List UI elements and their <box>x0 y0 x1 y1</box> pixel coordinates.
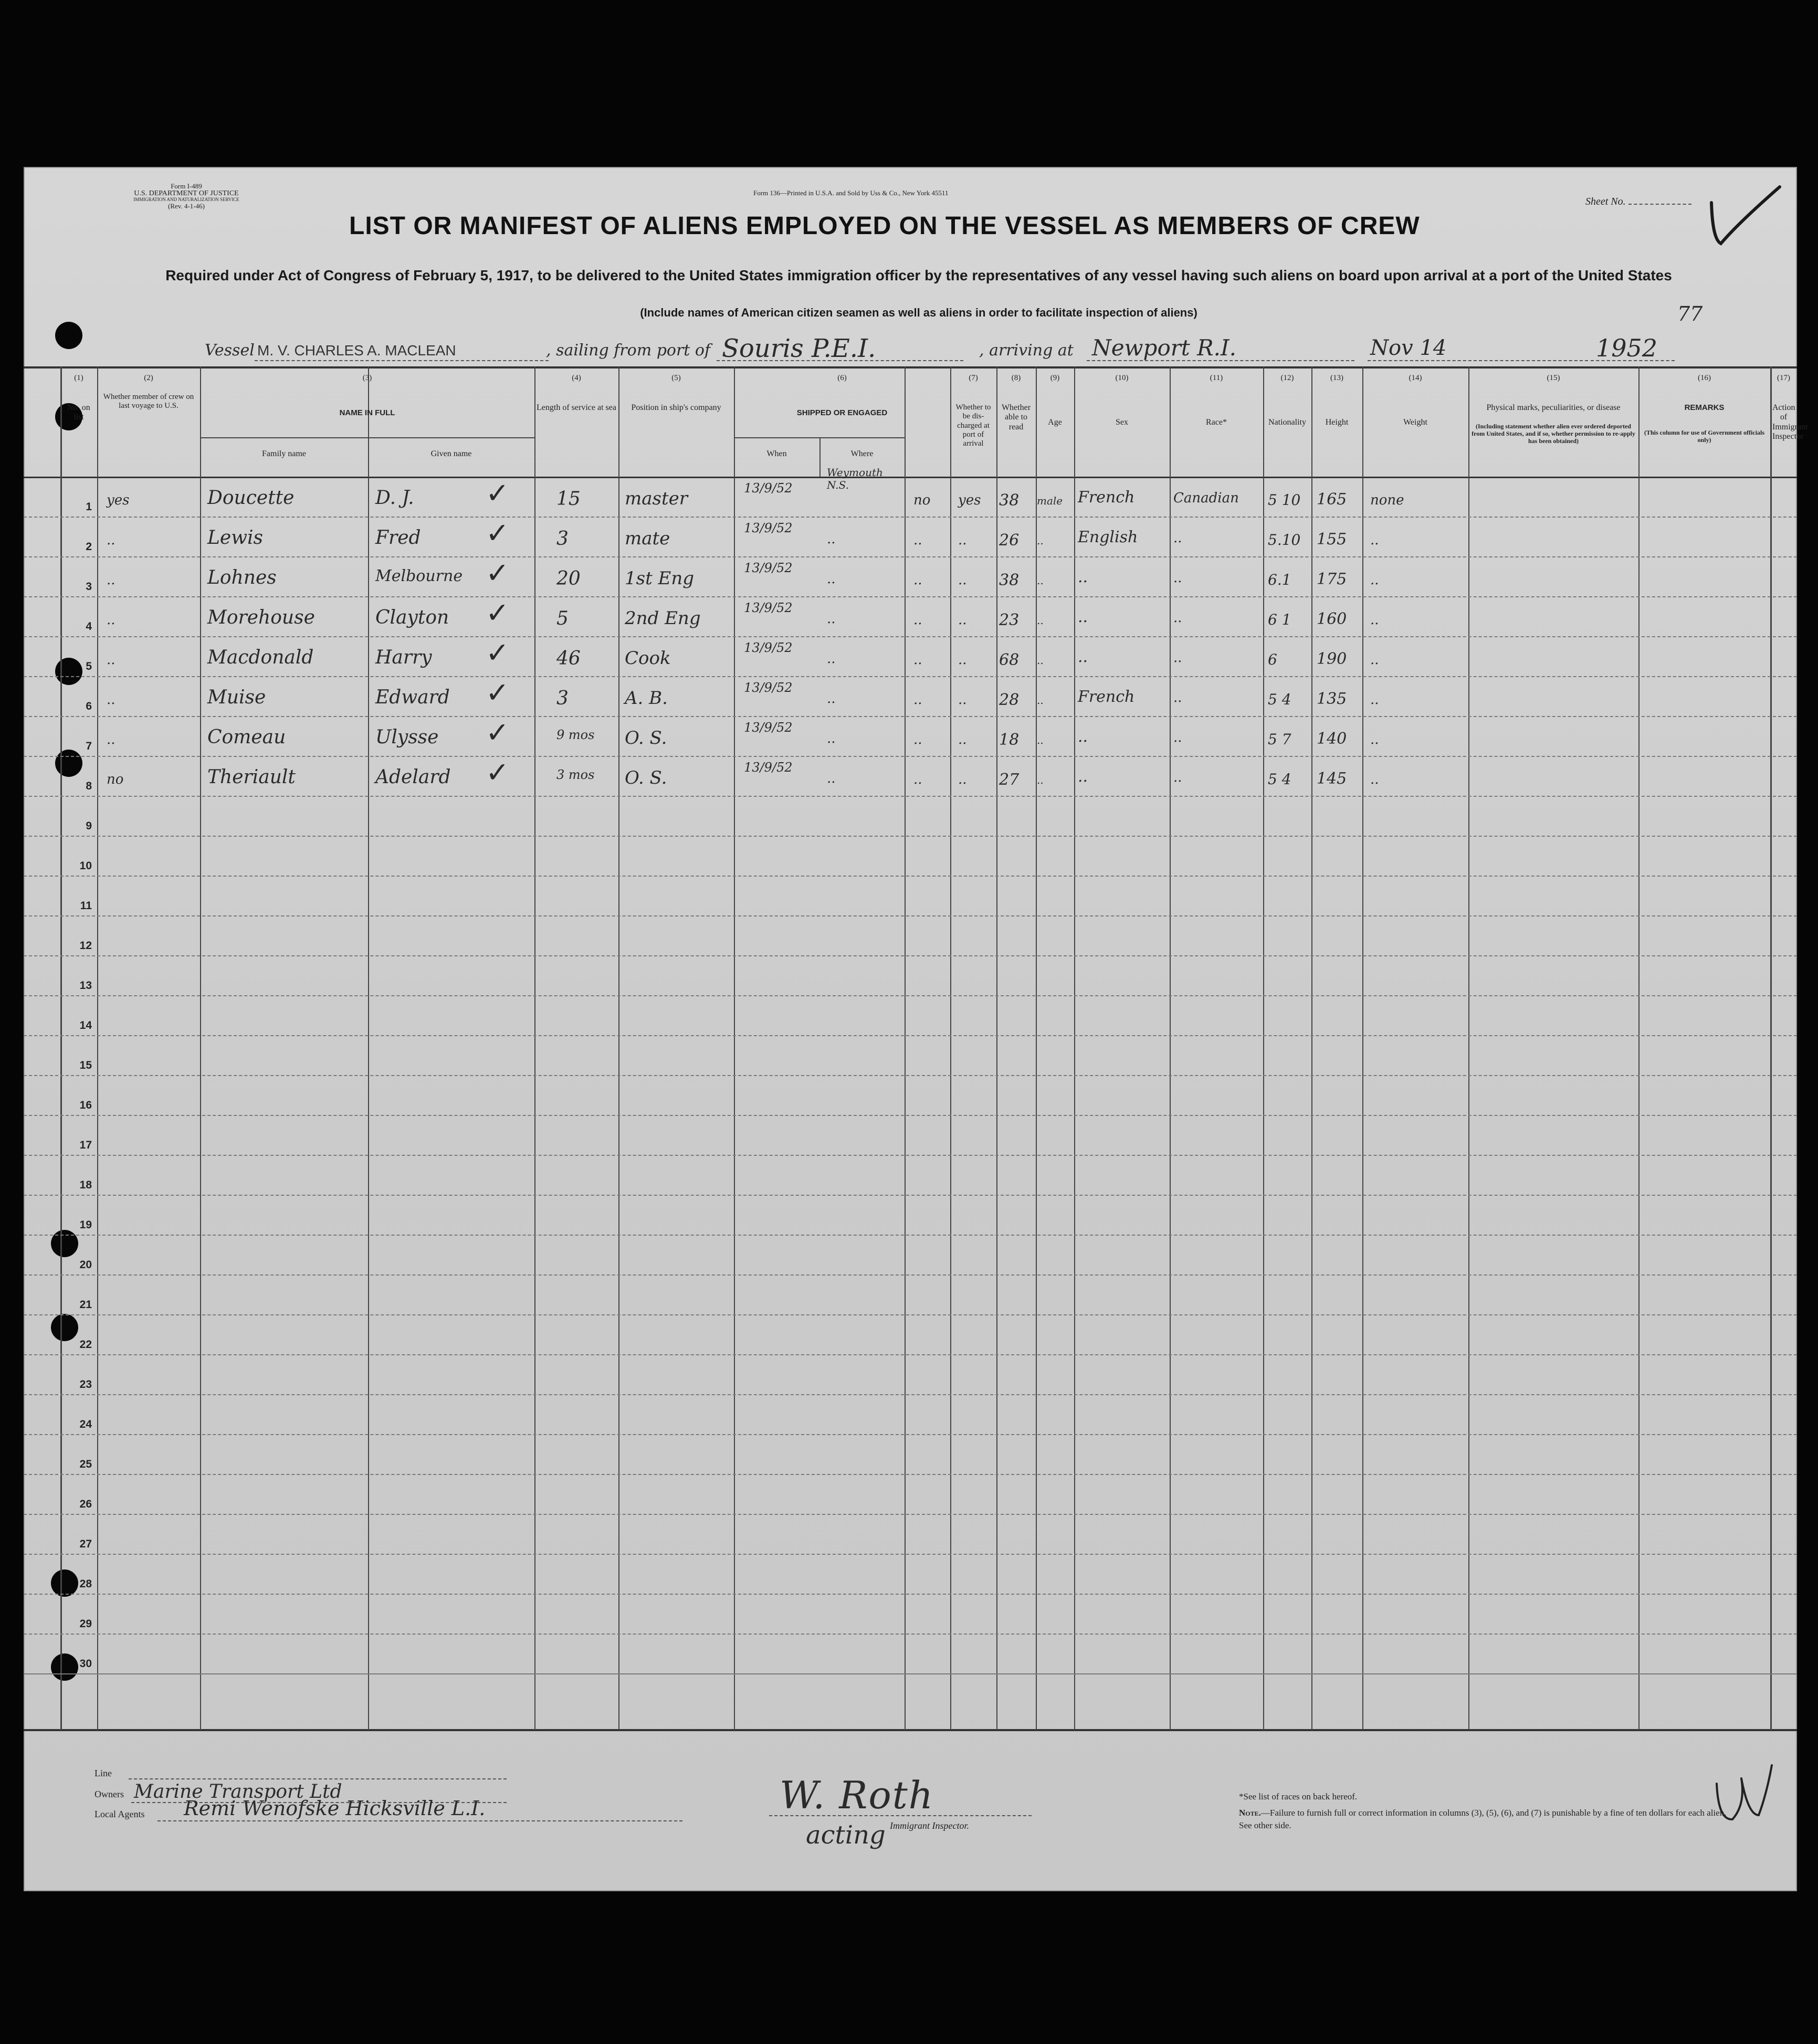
line-number: 21 <box>79 1299 92 1311</box>
discharged-cell: no <box>913 492 931 508</box>
able-to-read-cell: .. <box>958 732 967 747</box>
shipped-when-header: When <box>766 449 787 458</box>
shipped-where-cell: .. <box>827 771 836 786</box>
line-number: 6 <box>86 700 92 712</box>
row-divider <box>24 1634 1797 1635</box>
inspector-label: Immigrant Inspector. <box>890 1820 969 1831</box>
family-name-header: Family name <box>262 449 306 458</box>
row-divider <box>24 915 1797 916</box>
given-name-cell: Adelard <box>375 766 451 788</box>
able-to-read-cell: .. <box>958 652 967 668</box>
able-to-read-cell: .. <box>958 772 967 787</box>
able-to-read-cell: .. <box>958 612 967 628</box>
line-number: 28 <box>79 1578 92 1590</box>
manifest-sheet <box>24 167 1808 1891</box>
race-cell: .. <box>1078 767 1088 786</box>
row-divider <box>24 1354 1797 1355</box>
physical-marks-cell: .. <box>1370 652 1379 668</box>
page-mark: 77 <box>1677 302 1703 325</box>
given-name-cell: Ulysse <box>375 726 439 748</box>
check-mark-icon: ✓ <box>486 517 510 550</box>
line-label: Line <box>94 1768 112 1778</box>
age-cell: 38 <box>999 491 1020 510</box>
line-number: 2 <box>86 541 92 553</box>
column-header: Length of service at sea <box>537 403 616 412</box>
last-voyage-cell: .. <box>107 532 115 548</box>
local-agents-value: Remi Wenofske Hicksville L.I. <box>184 1797 486 1820</box>
column-header: NAME IN FULL <box>339 408 395 417</box>
line-number: 9 <box>86 820 92 832</box>
last-voyage-cell: .. <box>107 732 115 747</box>
column-number: (5) <box>671 374 681 382</box>
position-cell: master <box>625 488 688 509</box>
sex-cell: .. <box>1037 774 1044 786</box>
column-header: Physical marks, peculiarities, or disease <box>1486 403 1621 412</box>
last-voyage-cell: .. <box>107 652 115 668</box>
line-number: 26 <box>79 1498 92 1510</box>
row-divider <box>24 876 1797 877</box>
line-number: 14 <box>79 1019 92 1031</box>
line-number: 22 <box>79 1339 92 1351</box>
check-mark-icon: ✓ <box>486 716 510 749</box>
check-mark-icon: ✓ <box>486 556 510 589</box>
column-header: Whether member of crew on last voyage to U.S. <box>103 393 194 410</box>
discharged-cell: .. <box>913 692 922 708</box>
sex-cell: .. <box>1037 734 1044 746</box>
column-number: (17) <box>1777 374 1790 382</box>
form-subtitle-note: (Include names of American citizen seamen as well as aliens in order to facilitate inspection of aliens) <box>640 306 1197 319</box>
sex-cell: .. <box>1037 694 1044 707</box>
line-number: 20 <box>79 1259 92 1271</box>
form-revision: (Rev. 4-1-46) <box>168 202 205 210</box>
family-name-cell: Lohnes <box>207 567 277 588</box>
owners-value: Marine Transport Ltd <box>134 1781 342 1803</box>
initials-mark <box>1709 1757 1777 1836</box>
nationality-cell: .. <box>1173 690 1182 705</box>
column-header: Age <box>1048 418 1062 427</box>
able-to-read-cell: .. <box>958 572 967 588</box>
column-header: Nationality <box>1268 418 1306 427</box>
line-number: 7 <box>86 740 92 752</box>
service-length-cell: 3 mos <box>556 767 595 782</box>
family-name-cell: Doucette <box>207 487 295 509</box>
nationality-cell: Canadian <box>1173 490 1239 506</box>
last-voyage-cell: .. <box>107 692 115 708</box>
physical-marks-cell: .. <box>1370 732 1379 747</box>
last-voyage-cell: .. <box>107 572 115 588</box>
vessel-label: Vessel <box>205 341 255 360</box>
service-length-cell: 46 <box>556 648 581 669</box>
column-header: SHIPPED OR ENGAGED <box>796 408 888 417</box>
service-length-cell: 20 <box>556 568 581 589</box>
column-number: (12) <box>1280 374 1294 382</box>
inspector-signature: W. Roth <box>780 1773 934 1817</box>
form-subtitle: Required under Act of Congress of February 5, 1917, to be delivered to the United States immigration officer by the representatives of any vessel having such aliens on board upon arrival at a port of the United States <box>165 267 1672 283</box>
weight-cell: 165 <box>1317 490 1347 509</box>
weight-cell: 160 <box>1317 610 1347 628</box>
family-name-cell: Lewis <box>207 527 264 549</box>
position-cell: Cook <box>625 648 671 669</box>
row-divider <box>24 1394 1797 1395</box>
service-length-cell: 3 <box>556 528 569 550</box>
given-name-cell: Harry <box>375 647 432 668</box>
column-number: (14) <box>1409 374 1422 382</box>
sex-cell: .. <box>1037 534 1044 547</box>
position-cell: 1st Eng <box>625 568 695 589</box>
column-number: (15) <box>1547 374 1560 382</box>
arrival-year: 1952 <box>1596 334 1658 362</box>
age-cell: 27 <box>999 771 1020 789</box>
service-name: IMMIGRATION AND NATURALIZATION SERVICE <box>133 197 239 203</box>
column-header: Whether able to read <box>1001 403 1031 431</box>
column-header: Whether to be dis-charged at port of arrival <box>955 403 991 448</box>
table-row <box>24 676 1797 716</box>
table-row <box>24 636 1797 676</box>
row-divider <box>24 1474 1797 1475</box>
sheet-number-label: Sheet No. <box>1585 196 1691 208</box>
discharged-cell: .. <box>913 652 922 668</box>
height-cell: 5 4 <box>1268 691 1291 708</box>
line-number: 30 <box>79 1658 92 1670</box>
last-voyage-cell: no <box>107 772 124 787</box>
inspector-acting: acting <box>806 1820 886 1850</box>
sex-cell: .. <box>1037 654 1044 667</box>
row-divider <box>24 1673 1797 1674</box>
position-cell: 2nd Eng <box>625 608 701 629</box>
weight-cell: 175 <box>1317 570 1347 588</box>
row-divider <box>24 1195 1797 1196</box>
discharged-cell: .. <box>913 732 922 747</box>
age-cell: 38 <box>999 571 1020 589</box>
action-note: (This column for use of Government officials only) <box>1644 429 1765 444</box>
shipped-where-header: Where <box>850 449 874 458</box>
line-number: 19 <box>79 1219 92 1231</box>
family-name-cell: Comeau <box>207 726 286 748</box>
column-number: (10) <box>1115 374 1129 382</box>
check-mark-icon: ✓ <box>486 676 510 709</box>
shipped-when-cell: 13/9/52 <box>744 680 793 695</box>
shipped-where-cell: Weymouth N.S. <box>827 466 883 491</box>
discharged-cell: .. <box>913 532 922 548</box>
crew-table <box>24 366 1808 1747</box>
nationality-cell: .. <box>1173 570 1182 586</box>
family-name-cell: Morehouse <box>207 607 315 628</box>
row-divider <box>24 1155 1797 1156</box>
form-header-left <box>102 183 270 209</box>
column-number: (16) <box>1698 374 1711 382</box>
given-name-cell: Fred <box>375 527 421 549</box>
physical-marks-cell: none <box>1370 492 1404 508</box>
punch-hole <box>55 322 82 349</box>
row-divider <box>24 1035 1797 1036</box>
shipped-when-cell: 13/9/52 <box>744 481 793 496</box>
table-row <box>24 466 1797 517</box>
table-row <box>24 517 1797 556</box>
printer-line: Form 136—Printed in U.S.A. and Sold by Uss & Co., New York 45511 <box>753 189 949 197</box>
line-number: 25 <box>79 1458 92 1470</box>
given-name-cell: D. J. <box>375 487 414 509</box>
line-number: 1 <box>86 501 92 513</box>
height-cell: 5.10 <box>1268 531 1301 549</box>
age-cell: 28 <box>999 691 1020 709</box>
row-divider <box>24 955 1797 956</box>
line-number: 13 <box>79 979 92 992</box>
form-title: LIST OR MANIFEST OF ALIENS EMPLOYED ON THE VESSEL AS MEMBERS OF CREW <box>349 212 1420 240</box>
race-cell: French <box>1078 688 1135 706</box>
physical-marks-cell: .. <box>1370 572 1379 588</box>
service-length-cell: 9 mos <box>556 728 595 742</box>
line-number: 12 <box>79 940 92 952</box>
nationality-cell: .. <box>1173 610 1182 626</box>
table-row <box>24 756 1797 796</box>
last-voyage-cell: yes <box>107 492 130 508</box>
line-number: 15 <box>79 1059 92 1071</box>
line-number: 16 <box>79 1099 92 1111</box>
shipped-when-cell: 13/9/52 <box>744 640 793 655</box>
position-cell: mate <box>625 528 670 549</box>
line-number: 18 <box>79 1179 92 1191</box>
remarks-note: (Including statement whether alien ever ordered deported from United States, and if so, whether permission to re-apply has been obtained) <box>1472 423 1635 445</box>
shipped-when-cell: 13/9/52 <box>744 521 793 535</box>
nationality-cell: .. <box>1173 730 1182 745</box>
age-cell: 68 <box>999 651 1020 669</box>
sex-cell: .. <box>1037 574 1044 587</box>
row-divider <box>24 796 1797 797</box>
race-cell: .. <box>1078 608 1088 626</box>
line-number: 11 <box>80 900 92 912</box>
age-cell: 18 <box>999 731 1020 749</box>
department: U.S. DEPARTMENT OF JUSTICE <box>134 189 239 197</box>
column-header: Action of Immigrant Inspector <box>1772 403 1808 441</box>
line-number: 10 <box>79 860 92 872</box>
height-cell: 6.1 <box>1268 571 1291 588</box>
local-agents-label: Local Agents <box>94 1809 145 1819</box>
column-header: Sex <box>1116 418 1128 427</box>
line-number: 23 <box>79 1378 92 1390</box>
able-to-read-cell: .. <box>958 692 967 708</box>
height-cell: 5 7 <box>1268 731 1291 748</box>
line-number: 3 <box>86 581 92 593</box>
sailing-label: , sailing from port of <box>546 341 711 360</box>
row-divider <box>24 1514 1797 1515</box>
discharged-cell: .. <box>913 572 922 588</box>
shipped-where-cell: .. <box>827 531 836 547</box>
height-cell: 5 10 <box>1268 491 1301 509</box>
check-mark-icon: ✓ <box>486 596 510 629</box>
owners-label: Owners <box>94 1789 124 1799</box>
check-mark-icon: ✓ <box>486 477 510 510</box>
service-length-cell: 15 <box>556 488 581 510</box>
column-number: (6) <box>837 374 847 382</box>
sailing-from: Souris P.E.I. <box>722 334 876 363</box>
table-row <box>24 716 1797 756</box>
race-cell: French <box>1078 488 1135 507</box>
race-cell: English <box>1078 528 1138 546</box>
nationality-cell: .. <box>1173 530 1182 546</box>
weight-cell: 140 <box>1317 730 1347 748</box>
shipped-when-cell: 13/9/52 <box>744 760 793 775</box>
shipped-when-cell: 13/9/52 <box>744 720 793 735</box>
height-cell: 6 <box>1268 651 1277 668</box>
check-mark-icon: ✓ <box>486 636 510 669</box>
race-cell: .. <box>1078 568 1088 586</box>
able-to-read-cell: yes <box>958 492 981 508</box>
service-length-cell: 5 <box>556 608 569 629</box>
races-note: *See list of races on back hereof. <box>1239 1792 1358 1801</box>
arrival-date: Nov 14 <box>1370 336 1447 360</box>
line-number: 4 <box>86 620 92 633</box>
family-name-cell: Muise <box>207 687 266 708</box>
column-number: (13) <box>1330 374 1343 382</box>
column-number: (11) <box>1210 374 1223 382</box>
physical-marks-cell: .. <box>1370 612 1379 628</box>
height-cell: 6 1 <box>1268 611 1291 628</box>
family-name-cell: Macdonald <box>207 647 314 668</box>
line-number: 17 <box>79 1139 92 1151</box>
weight-cell: 145 <box>1317 770 1347 788</box>
nationality-cell: .. <box>1173 650 1182 666</box>
column-header: Position in ship's company <box>631 403 721 412</box>
check-mark-icon: ✓ <box>486 756 510 789</box>
given-name-cell: Edward <box>375 687 450 708</box>
column-number: (3) <box>362 374 372 382</box>
physical-marks-cell: .. <box>1370 692 1379 708</box>
position-cell: A. B. <box>625 688 668 709</box>
physical-marks-cell: .. <box>1370 532 1379 548</box>
row-divider <box>24 1434 1797 1435</box>
able-to-read-cell: .. <box>958 532 967 548</box>
row-divider <box>24 1554 1797 1555</box>
weight-cell: 155 <box>1317 530 1347 549</box>
column-number: (7) <box>969 374 978 382</box>
age-cell: 26 <box>999 531 1020 550</box>
nationality-cell: .. <box>1173 770 1182 785</box>
table-row <box>24 556 1797 596</box>
line-number: 5 <box>86 660 92 672</box>
shipped-where-cell: .. <box>827 611 836 627</box>
weight-cell: 190 <box>1317 650 1347 668</box>
discharged-cell: .. <box>913 772 922 787</box>
race-cell: .. <box>1078 728 1088 746</box>
line-number: 8 <box>86 780 92 792</box>
column-number: (8) <box>1011 374 1021 382</box>
line-number: 24 <box>79 1418 92 1430</box>
last-voyage-cell: .. <box>107 612 115 628</box>
row-divider <box>24 1075 1797 1076</box>
column-header: REMARKS <box>1684 403 1725 412</box>
shipped-when-cell: 13/9/52 <box>744 561 793 575</box>
shipped-where-cell: .. <box>827 691 836 707</box>
column-number: (1) <box>74 374 83 382</box>
shipped-where-cell: .. <box>827 571 836 587</box>
column-number: (9) <box>1050 374 1060 382</box>
row-divider <box>24 1594 1797 1595</box>
row-divider <box>24 1314 1797 1315</box>
shipped-where-cell: .. <box>827 651 836 667</box>
given-name-cell: Clayton <box>375 607 449 628</box>
family-name-cell: Theriault <box>207 766 296 788</box>
table-row <box>24 596 1797 636</box>
column-header: Height <box>1325 418 1349 427</box>
sex-cell: .. <box>1037 614 1044 627</box>
line-number: 29 <box>79 1618 92 1630</box>
given-name-header: Given name <box>430 449 472 458</box>
voyage-line <box>205 334 1675 365</box>
height-cell: 5 4 <box>1268 771 1291 788</box>
weight-cell: 135 <box>1317 690 1347 708</box>
row-divider <box>24 836 1797 837</box>
check-mark-icon <box>1706 182 1785 250</box>
discharged-cell: .. <box>913 612 922 628</box>
row-divider <box>24 1274 1797 1276</box>
line-number: 27 <box>79 1538 92 1550</box>
footer-note: Note.—Failure to furnish full or correct information in columns (3), (5), (6), and (7) is punishable by a fine of ten dollars for each alien. See other side. <box>1239 1808 1727 1830</box>
vessel-name: M. V. CHARLES A. MACLEAN <box>257 342 456 359</box>
column-header: Race* <box>1206 418 1227 427</box>
position-cell: O. S. <box>625 767 667 788</box>
position-cell: O. S. <box>625 728 667 749</box>
column-number: (4) <box>572 374 581 382</box>
given-name-cell: Melbourne <box>375 567 463 585</box>
shipped-when-cell: 13/9/52 <box>744 600 793 615</box>
arriving-at: Newport R.I. <box>1092 335 1236 361</box>
column-header: Weight <box>1403 418 1427 427</box>
service-length-cell: 3 <box>556 688 569 709</box>
column-header: No. on list <box>67 403 90 422</box>
row-divider <box>24 995 1797 996</box>
physical-marks-cell: .. <box>1370 772 1379 787</box>
sex-cell: male <box>1037 494 1063 507</box>
shipped-where-cell: .. <box>827 731 836 746</box>
arriving-label: , arriving at <box>979 341 1074 360</box>
age-cell: 23 <box>999 611 1020 629</box>
form-number: Form I-489 <box>171 182 202 190</box>
row-divider <box>24 1115 1797 1116</box>
row-divider <box>24 1235 1797 1236</box>
column-number: (2) <box>144 374 153 382</box>
race-cell: .. <box>1078 648 1088 666</box>
